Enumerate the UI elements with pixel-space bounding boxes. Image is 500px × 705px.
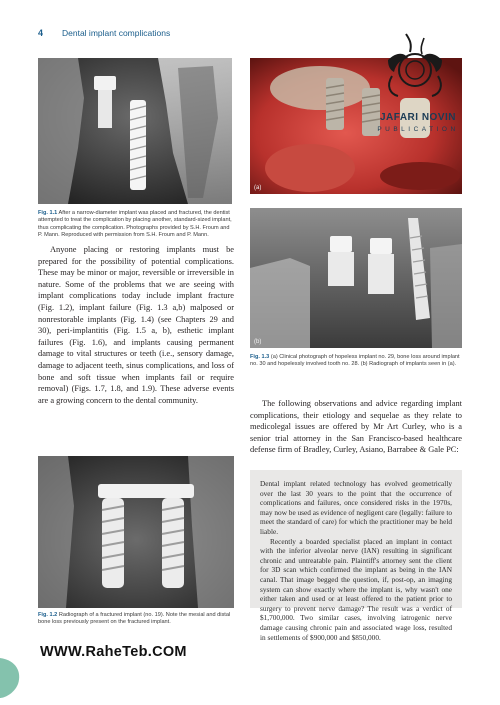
figure-1-3-caption [250, 354, 462, 369]
figure-1-1-label: Fig. 1.1 [38, 210, 58, 216]
stamp-icon [0, 650, 28, 700]
publisher-name: JAFARI NOVIN [379, 112, 456, 123]
stamp-watermark [0, 650, 28, 700]
figure-1-3a-panel-label: (a) [254, 185, 262, 191]
figure-1-3b-radiograph [250, 208, 462, 348]
left-column-text [38, 244, 234, 406]
quote-box [250, 470, 462, 642]
figure-1-1-caption [38, 210, 234, 240]
publisher-logo-icon [350, 30, 480, 114]
figure-1-2-text: Radiograph of a fractured implant (no. 19). Note the mesial and distal bone loss previously present on the fractured implant. [38, 612, 231, 626]
publisher-sub: PUBLICATION [377, 126, 459, 133]
publisher-logo [350, 30, 480, 140]
running-title: Dental implant complications [62, 28, 171, 38]
body-paragraph: Anyone placing or restoring implants must be prepared for the possibility of potential complications. These may be minor or major, reversible or irreversible in nature. Some of the problems that we are seeing with implant complications today include implant fracture (Fig. 1.2), implant failure (Fig. 1.3 a,b) malposed or nonrestorable implants (Fig. 1.4) (see Chapters 29 and 30), peri-implantitis (Fig. 1.5 a, b), esthetic implant failures (Fig. 1.6), and implants causing permanent damage to vital structures or teeth (i.e., sensory damage, damage to adjacent teeth, sinus complications, and loss of bone and soft tissue when implants fail or require removal) (Figs. 1.7, 1.8, and 1.9). These adverse events are a growing concern to the dental community. [38, 245, 234, 405]
figure-1-3-text: (a) Clinical photograph of hopeless implant no. 29, bone loss around implant no. 30 and hopelessly involved tooth no. 28. (b) Radiograph of implants seen in (a). [250, 354, 460, 368]
page-number: 4 [38, 28, 44, 38]
figure-1-2-radiograph [38, 456, 234, 608]
figure-1-1-radiograph [38, 58, 232, 204]
body-paragraph-right: The following observations and advice regarding implant complications, their etiology and sequelae as they relate to medicolegal issues are offered by Mr Art Curley, who is a senior trial attorney in the San Francisco-based healthcare defense firm of Bradley, Curley, Asiano, Barrabee & Gale PC: [250, 399, 462, 455]
figure-1-2-caption [38, 612, 234, 627]
figure-1-2-label: Fig. 1.2 [38, 612, 58, 618]
website-watermark: WWW.RaheTeb.COM [40, 644, 187, 660]
right-column-text [250, 398, 462, 456]
figure-1-3b-panel-label: (b) [254, 339, 262, 345]
figure-1-1-text: After a narrow-diameter implant was placed and fractured, the dentist attempted to treat the complication by placing another, standard-sized implant, thus complicating the complication. Photographs provided by S.H. Froum and P. Mann. Reproduced with permission from S.H. Froum and P. Mann. [38, 210, 232, 239]
figure-1-3-label: Fig. 1.3 [250, 354, 270, 360]
quote-paragraph-2: Recently a boarded specialist placed an implant in contact with the inferior alveolar nerve (IAN) resulting in significant chronic and untreatable pain. Plaintiff's attorney sent the client for 3D scan which confirmed the implant as being in the IAN canal. That image begged the question, if, post-op, an imaging system can show exactly where the implant is, why wasn't one either taken and used or at least offered to the patient prior to surgery to prevent nerve damage? The result was a verdict of $1,700,000. Two similar cases, involving iatrogenic nerve damage causing chronic pain and associated wage loss, resulted in settlements of $900,000 and $850,000. [260, 536, 452, 642]
quote-paragraph-1: Dental implant related technology has evolved geometrically over the last 30 years to the point that the occurrence of complications and failures, once considered risks in the 1970s, may now be used as evidence of negligent care (legally: failure to meet the standard of care) for which the practitioner may be held liable. [260, 479, 452, 536]
